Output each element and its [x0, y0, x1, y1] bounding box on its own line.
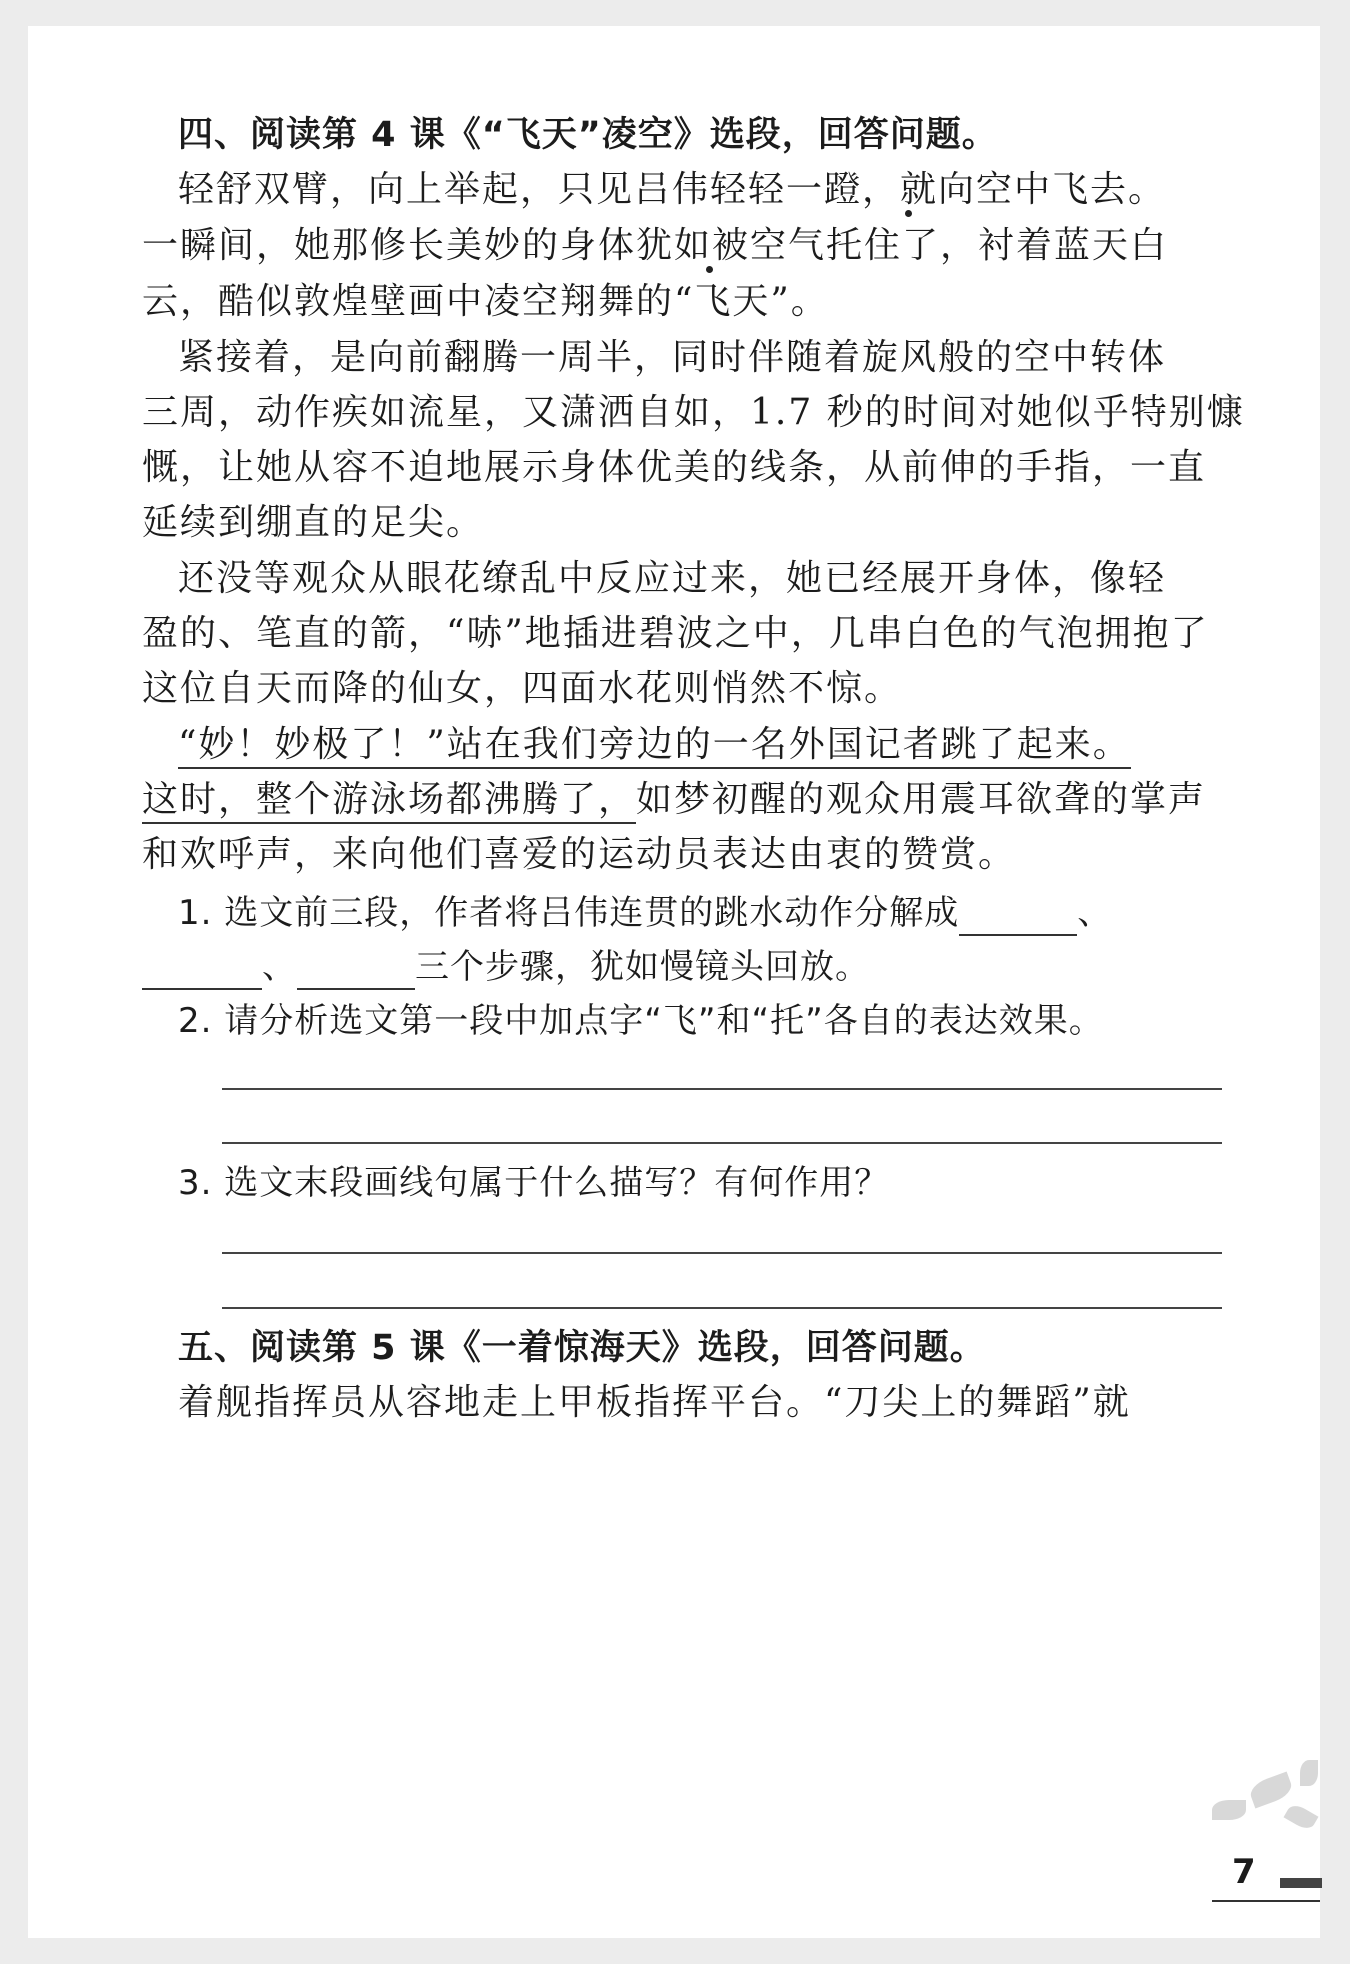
answer-blank-1[interactable]: [959, 894, 1077, 936]
footer-rule: [1212, 1900, 1320, 1902]
answer-line[interactable]: [222, 1142, 1222, 1144]
passage-line: 三周，动作疾如流星，又潇洒自如，1.7 秒的时间对她似乎特别慷: [142, 392, 1245, 433]
question-1-text: 三个步骤，犹如慢镜头回放。: [415, 947, 870, 987]
passage-line: 轻舒双臂，向上举起，只见吕伟轻轻一蹬，就向空中飞去。: [178, 169, 1167, 210]
question-1: [178, 890, 1258, 936]
passage-line: 和欢呼声，来向他们喜爱的运动员表达由衷的赞赏。: [142, 834, 1017, 875]
underlined-sentence: [178, 722, 1258, 768]
passage-text: 如梦初醒的观众用震耳欲聋的掌声: [636, 779, 1207, 820]
passage-line: 云，酷似敦煌壁画中凌空翔舞的“飞天”。: [142, 281, 829, 322]
answer-blank-2[interactable]: [142, 948, 262, 990]
underlined-text: “妙！妙极了！”站在我们旁边的一名外国记者跳了起来。: [178, 724, 1131, 769]
separator: 、: [262, 947, 297, 987]
question-2: 2. 请分析选文第一段中加点字“飞”和“托”各自的表达效果。: [178, 1001, 1104, 1041]
decorative-leaf-icon: [1300, 1760, 1318, 1786]
passage-line: 延续到绷直的足尖。: [142, 502, 485, 543]
question-3: 3. 选文末段画线句属于什么描写？有何作用？: [178, 1163, 890, 1203]
separator: 、: [1077, 893, 1113, 933]
passage-line: 盈的、笔直的箭，“哧”地插进碧波之中，几串白色的气泡拥抱了: [142, 613, 1209, 654]
answer-line[interactable]: [222, 1307, 1222, 1309]
passage-line: 慨，让她从容不迫地展示身体优美的线条，从前伸的手指，一直: [142, 447, 1207, 488]
passage-line: [142, 777, 1222, 823]
decorative-leaf-icon: [1212, 1800, 1246, 1820]
answer-line[interactable]: [222, 1252, 1222, 1254]
page-number: 7: [1232, 1852, 1256, 1892]
passage-line: 着舰指挥员从容地走上甲板指挥平台。“刀尖上的舞蹈”就: [178, 1382, 1131, 1423]
question-1-cont: [142, 944, 1222, 990]
passage-line: 还没等观众从眼花缭乱中反应过来，她已经展开身体，像轻: [178, 558, 1167, 599]
page-number-bar: [1280, 1878, 1322, 1888]
emphasis-dot-fei: [905, 210, 912, 217]
emphasis-dot-tuo: [706, 266, 713, 273]
answer-line[interactable]: [222, 1088, 1222, 1090]
question-1-text: 1. 选文前三段，作者将吕伟连贯的跳水动作分解成: [178, 893, 960, 933]
passage-line: 一瞬间，她那修长美妙的身体犹如被空气托住了，衬着蓝天白: [142, 225, 1169, 266]
underlined-text: 这时，整个游泳场都沸腾了，: [142, 779, 636, 824]
passage-line: 紧接着，是向前翻腾一周半，同时伴随着旋风般的空中转体: [178, 337, 1167, 378]
passage-line: 这位自天而降的仙女，四面水花则悄然不惊。: [142, 668, 903, 709]
answer-blank-3[interactable]: [297, 948, 415, 990]
section-5-heading: 五、阅读第 5 课《一着惊海天》选段，回答问题。: [178, 1328, 986, 1368]
section-4-heading: 四、阅读第 4 课《“飞天”凌空》选段，回答问题。: [178, 115, 998, 155]
